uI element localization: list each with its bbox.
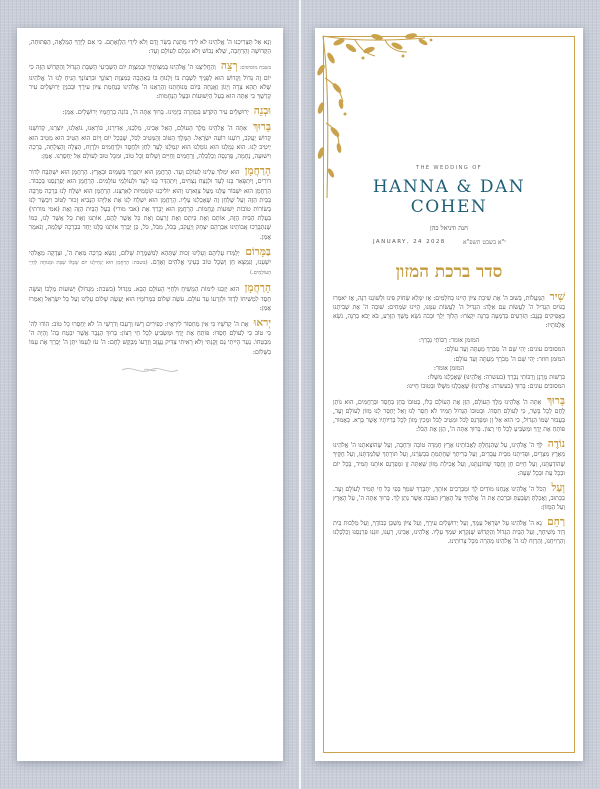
zimun-line-1: המזמן אומר: רַבּוֹתַי נְבָרֵךְ: (418, 337, 480, 345)
back-text-column (29, 38, 271, 751)
veal-heading: וְעַל (551, 481, 565, 494)
bamarom-heading: בַּמָּרוֹם (245, 245, 271, 258)
baruch-heading: בָּרוּךְ (252, 121, 271, 134)
paragraph-rachem (333, 515, 566, 546)
retzei-heading: רְצֵה (220, 60, 238, 73)
harachaman-2-body: הוּא יְזַכֵּנוּ לִימוֹת הַמָּשִׁיחַ וּלְחַיֵּי הָעוֹלָם הַבָּא. מִגְדּוֹל (בשבת: מִגְדּוֹל) יְשׁוּעוֹת מַלְכּוֹ וְעֹשֶׂה חֶסֶד לִמְשִׁיחוֹ לְדָוִד וּלְזַרְעוֹ עַד עוֹלָם. עֹשֶׂה שָׁלוֹם בִּמְרוֹמָיו הוּא יַעֲשֶׂה שָׁלוֹם עָלֵינוּ וְעַל כָּל יִשְׂרָאֵל וְאִמְרוּ אָמֵן: (29, 286, 271, 312)
couple-names-line-1: HANNA & DAN (372, 177, 526, 197)
paragraph-baruch (29, 123, 271, 161)
paragraph-harachaman-1 (29, 167, 271, 242)
paragraph-baruch-front (333, 394, 565, 434)
date-english: JANUARY, 24 2028 (373, 239, 446, 245)
zimun-line-6: המסובים עונים: בָּרוּךְ (בעשרה: אֱלֹהֵינוּ) שֶׁאָכַלְנוּ מִשֶּׁלּוֹ וּבְטוּבוֹ חָיִינוּ: (406, 382, 565, 390)
harachaman-2-heading: הָרַחֲמָן (244, 282, 271, 295)
paragraph-nodeh (333, 440, 565, 477)
couple-names-line-2: COHEN (410, 197, 488, 217)
ornament-icon (29, 365, 271, 378)
nodeh-body: לְּךָ ה' אֱלֹהֵינוּ, עַל שֶׁהִנְחַלְתָּ לַאֲבוֹתֵינוּ אֶרֶץ חֶמְדָּה טוֹבָה וּרְחָבָה, וְעַל שֶׁהוֹצֵאתָנוּ ה' אֱלֹהֵינוּ מֵאֶרֶץ מִצְרַיִם, וּפְדִיתָנוּ מִבֵּית עֲבָדִים, וְעַל בְּרִיתְךָ שֶׁחָתַמְתָּ בִּבְשָׂרֵנוּ, וְעַל תּוֹרָתְךָ שֶׁלִּמַּדְתָּנוּ, וְעַל חֻקֶּיךָ שֶׁהוֹדַעְתָּנוּ, וְעַל חַיִּים חֵן וָחֶסֶד שֶׁחוֹנַנְתָּנוּ, וְעַל אֲכִילַת מָזוֹן שָׁאַתָּה זָן וּמְפַרְנֵס אוֹתָנוּ תָּמִיד, בְּכָל יוֹם וּבְכָל עֵת וּבְכָל שָׁעָה: (333, 442, 565, 477)
benching-card-front (315, 28, 583, 761)
paragraph-harachaman-2 (29, 284, 271, 313)
yiru-body: אֶת ה' קְדֹשָׁיו כִּי אֵין מַחְסוֹר לִירֵאָיו: כְּפִירִים רָשׁוּ וְרָעֵבוּ וְדֹרְשֵׁי ה' לֹא יַחְסְרוּ כָל טוֹב: הוֹדוּ לַה' כִּי טוֹב כִּי לְעוֹלָם חַסְדּוֹ: פּוֹתֵחַ אֶת יָדֶךָ וּמַשְׂבִּיעַ לְכָל חַי רָצוֹן: בָּרוּךְ הַגֶּבֶר אֲשֶׁר יִבְטַח בַּה' וְהָיָה ה' מִבְטַחוֹ. נַעַר הָיִיתִי גַּם זָקַנְתִּי וְלֹא רָאִיתִי צַדִּיק נֶעֱזָב וְזַרְעוֹ מְבַקֶּשׁ לָחֶם: ה' עֹז לְעַמּוֹ יִתֵּן ה' יְבָרֵךְ אֶת עַמּוֹ בַשָּׁלוֹם: (29, 321, 271, 356)
zimun-responses (333, 336, 565, 391)
zimun-line-3: המזמן חוזר: יְהִי שֵׁם ה' מְבֹרָךְ מֵעַתָּה וְעַד עוֹלָם: (453, 355, 565, 363)
bamarom-note: (בשבת: הָרַחֲמָן הוּא יַנְחִילֵנוּ יוֹם שֶׁכֻּלּוֹ שַׁבָּת וּמְנוּחָה לְחַיֵּי הָעוֹלָמִים.) (29, 260, 271, 277)
date-hebrew: י"א בשבט תשפ"א (463, 239, 506, 246)
shir-heading: שִׁיר (549, 291, 566, 303)
couple-names (315, 177, 583, 217)
rachem-heading: רַחֵם (547, 515, 566, 528)
rachem-body: נָא ה' אֱלֹהֵינוּ עַל יִשְׂרָאֵל עַמֶּךָ, וְעַל יְרוּשָׁלַיִם עִירֶךָ, וְעַל צִיּוֹן מִשְׁכַּן כְּבוֹדֶךָ, וְעַל מַלְכוּת בֵּית דָּוִד מְשִׁיחֶךָ, וְעַל הַבַּיִת הַגָּדוֹל וְהַקָּדוֹשׁ שֶׁנִּקְרָא שִׁמְךָ עָלָיו. אֱלֹהֵינוּ, אָבִינוּ, רְעֵנוּ, זוּנֵנוּ פַּרְנְסֵנוּ וְכַלְכְּלֵנוּ וְהַרְוִיחֵנוּ, וְהַרְוַח לָנוּ ה' אֱלֹהֵינוּ מְהֵרָה מִכָּל צָרוֹתֵינוּ. (333, 519, 565, 546)
card-divider (299, 0, 301, 789)
the-wedding-of: THE WEDDING OF (415, 165, 483, 171)
shir-body: הַמַּעֲלוֹת, בְּשׁוּב ה' אֶת שִׁיבַת צִיּוֹן הָיִינוּ כְּחֹלְמִים: אָז יִמָּלֵא שְׂחוֹק פִּינוּ וּלְשׁוֹנֵנוּ רִנָּה, אָז יֹאמְרוּ בַגּוֹיִם הִגְדִּיל ה' לַעֲשׂוֹת עִם אֵלֶּה: הִגְדִּיל ה' לַעֲשׂוֹת עִמָּנוּ, הָיִינוּ שְׂמֵחִים: שׁוּבָה ה' אֶת שְׁבִיתֵנוּ כַּאֲפִיקִים בַּנֶּגֶב: הַזֹּרְעִים בְּדִמְעָה בְּרִנָּה יִקְצֹרוּ: הָלוֹךְ יֵלֵךְ וּבָכֹה נֹשֵׂא מֶשֶׁךְ הַזָּרַע, בֹּא יָבֹא בְרִנָּה, נֹשֵׂא אֲלֻמֹּתָיו: (333, 295, 565, 330)
page-title: סדר ברכת המזון (395, 262, 503, 282)
harachaman-1-heading: הָרַחֲמָן (244, 165, 271, 178)
paragraph-retzei (29, 62, 271, 101)
paragraph-veal (333, 481, 565, 512)
paragraph-uvnei (29, 107, 271, 117)
zimun-line-2: המסובים עונים: יְהִי שֵׁם ה' מְבֹרָךְ מֵעַתָּה וְעַד עוֹלָם: (444, 346, 565, 354)
paragraph-bamarom (29, 245, 271, 279)
yiru-heading: יְראוּ (253, 317, 271, 330)
paragraph-vnal: וְנָא אַל תַּצְרִיכֵנוּ ה' אֱלֹהֵינוּ לֹא לִידֵי מַתְּנַת בָּשָׂר וָדָם וְלֹא לִידֵי הַלְוָאָתָם. כִּי אִם לְיָדְךָ הַמְּלֵאָה, הַפְּתוּחָה, הַקְּדוֹשָׁה וְהָרְחָבָה, שֶׁלֹּא נֵבוֹשׁ וְלֹא נִכָּלֵם לְעוֹלָם וָעֶד: (29, 39, 271, 56)
retzei-body: וְהַחֲלִיצֵנוּ ה' אֱלֹהֵינוּ בְּמִצְוֹתֶיךָ וּבְמִצְוַת יוֹם הַשְּׁבִיעִי הַשַּׁבָּת הַגָּדוֹל וְהַקָּדוֹשׁ הַזֶּה כִּי יוֹם זֶה גָּדוֹל וְקָדוֹשׁ הוּא לְפָנֶיךָ לִשְׁבָּת בּוֹ וְלָנוּחַ בּוֹ בְּאַהֲבָה כְּמִצְוַת רְצוֹנֶךָ וּבִרְצוֹנְךָ הָנִיחַ לָנוּ ה' אֱלֹהֵינוּ שֶׁלֹּא תְהֵא צָרָה וְיָגוֹן וַאֲנָחָה בְּיוֹם מְנוּחָתֵנוּ וְהַרְאֵנוּ ה' אֱלֹהֵינוּ בְּנֶחָמַת צִיּוֹן עִירֶךָ וּבְבִנְיַן יְרוּשָׁלַיִם עִיר קָדְשֶׁךָ כִּי אַתָּה הוּא בַּעַל הַיְשׁוּעוֹת וּבַעַל הַנֶּחָמוֹת: (29, 64, 271, 101)
zimun-line-5: בִּרְשׁוּת מָרָנָן וְרַבּוֹתַי נְבָרֵךְ (בעשרה: אֱלֹהֵינוּ) שֶׁאָכַלְנוּ מִשֶּׁלּוֹ: (427, 373, 565, 381)
retzei-note: בשבת מוסיפים: (239, 65, 271, 72)
uvnei-heading: וּבְנֵה (253, 105, 271, 118)
hebrew-names: חנה ודניאל כהן (430, 224, 468, 232)
paragraph-shir (333, 293, 565, 330)
baruch-body: אַתָּה ה' אֱלֹהֵינוּ מֶלֶךְ הָעוֹלָם, הָאֵל אָבִינוּ, מַלְכֵּנוּ, אַדִּירֵנוּ, בּוֹרְאֵנוּ, גּוֹאֲלֵנוּ, יוֹצְרֵנוּ, קְדוֹשֵׁנוּ קְדוֹשׁ יַעֲקֹב, רוֹעֵנוּ רוֹעֵה יִשְׂרָאֵל. הַמֶּלֶךְ הַטּוֹב וְהַמֵּטִיב לַכֹּל, שֶׁבְּכָל יוֹם וָיוֹם הוּא הֵטִיב הוּא מֵטִיב הוּא יֵיטִיב לָנוּ. הוּא גְמָלָנוּ הוּא גוֹמְלֵנוּ הוּא יִגְמְלֵנוּ לָעַד לְחֵן וּלְחֶסֶד וּלְרַחֲמִים וּלְרֶוַח, הַצָּלָה וְהַצְלָחָה, בְּרָכָה וִישׁוּעָה, נֶחָמָה, פַּרְנָסָה וְכַלְכָּלָה, וְרַחֲמִים וְחַיִּים וְשָׁלוֹם וְכָל טוֹב, וּמִכָּל טוּב לְעוֹלָם אַל יְחַסְּרֵנוּ. אָמֵן: (29, 125, 271, 161)
bamarom-body: יְלַמְּדוּ עֲלֵיהֶם וְעָלֵינוּ זְכוּת שֶׁתְּהֵא לְמִשְׁמֶרֶת שָׁלוֹם, וְנִשָּׂא בְרָכָה מֵאֵת ה', וּצְדָקָה מֵאֱלֹהֵי יִשְׁעֵנוּ, וְנִמְצָא חֵן וְשֵׂכֶל טוֹב בְּעֵינֵי אֱלֹהִים וְאָדָם. (29, 249, 271, 267)
paragraph-yiru (29, 319, 271, 357)
baruch-front-body: אַתָּה ה' אֱלֹהֵינוּ מֶלֶךְ הָעוֹלָם, הַזָּן אֶת הָעוֹלָם כֻּלּוֹ, בְּטוּבוֹ בְּחֵן בְּחֶסֶד וּבְרַחֲמִים, הוּא נוֹתֵן לֶחֶם לְכָל בָּשָׂר, כִּי לְעוֹלָם חַסְדּוֹ. וּבְטוּבוֹ הַגָּדוֹל תָּמִיד לֹא חָסַר לָנוּ וְאַל יֶחְסַר לָנוּ מָזוֹן לְעוֹלָם וָעֶד, בַּעֲבוּר שְׁמוֹ הַגָּדוֹל, כִּי הוּא אֵל זָן וּמְפַרְנֵס לַכֹּל וּמֵטִיב לַכֹּל וּמֵכִין מָזוֹן לְכָל בְּרִיּוֹתָיו אֲשֶׁר בָּרָא. כָּאָמוּר, פּוֹתֵחַ אֶת יָדֶךָ וּמַשְׂבִּיעַ לְכָל חַי רָצוֹן. בָּרוּךְ אַתָּה ה', הַזָּן אֶת הַכֹּל: (333, 398, 565, 434)
nodeh-heading: נוֹדֶה (547, 438, 565, 451)
zimun-line-4: המזמן אומר: (433, 364, 465, 372)
harachaman-1-body: הוּא יִמְלֹךְ עָלֵינוּ לְעוֹלָם וָעֶד. הָרַחֲמָן הוּא יִתְבָּרַךְ בַּשָּׁמַיִם וּבָאָרֶץ. הָרַחֲמָן הוּא יִשְׁתַּבַּח לְדוֹר דּוֹרִים, וְיִתְפָּאַר בָּנוּ לָעַד וּלְנֵצַח נְצָחִים, וְיִתְהַדַּר בָּנוּ לָעַד וּלְעוֹלְמֵי עוֹלָמִים. הָרַחֲמָן הוּא יְפַרְנְסֵנוּ בְּכָבוֹד. הָרַחֲמָן הוּא יִשְׁבּוֹר עֻלֵּנוּ מֵעַל צַוָּארֵנוּ וְהוּא יוֹלִיכֵנוּ קוֹמְמִיּוּת לְאַרְצֵנוּ. הָרַחֲמָן הוּא יִשְׁלַח לָנוּ בְּרָכָה מְרֻבָּה בַּבַּיִת הַזֶּה וְעַל שֻׁלְחָן זֶה שֶׁאָכַלְנוּ עָלָיו. הָרַחֲמָן הוּא יִשְׁלַח לָנוּ אֶת אֵלִיָּהוּ הַנָּבִיא זָכוּר לַטּוֹב וִיבַשֶּׂר לָנוּ בְּשׂוֹרוֹת טוֹבוֹת יְשׁוּעוֹת וְנֶחָמוֹת. הָרַחֲמָן הוּא יְבָרֵךְ אֶת (אבי מורי) בַּעַל הַבַּיִת הַזֶּה וְאֶת (אמי מורתי) בַּעֲלַת הַבַּיִת הַזֶּה, אוֹתָם וְאֶת בֵּיתָם וְאֶת זַרְעָם וְאֶת כָּל אֲשֶׁר לָהֶם, אוֹתָנוּ וְאֶת כָּל אֲשֶׁר לָנוּ, כְּמוֹ שֶׁנִּתְבָּרְכוּ אֲבוֹתֵינוּ אַבְרָהָם יִצְחָק וְיַעֲקֹב, בַּכֹּל, מִכֹּל, כֹּל, כֵּן יְבָרֵךְ אוֹתָנוּ כֻּלָּנוּ יַחַד בִּבְרָכָה שְׁלֵמָה, וְנֹאמַר אָמֵן. (29, 169, 271, 241)
front-text-column (333, 293, 565, 747)
baruch-front-heading: בָּרוּךְ (546, 394, 565, 407)
veal-body: הַכֹּל ה' אֱלֹהֵינוּ אֲנַחְנוּ מוֹדִים לָךְ וּמְבָרְכִים אוֹתָךְ, יִתְבָּרַךְ שִׁמְךָ בְּפִי כָּל חַי תָּמִיד לְעוֹלָם וָעֶד. כַּכָּתוּב, וְאָכַלְתָּ וְשָׂבָעְתָּ וּבֵרַכְתָּ אֶת ה' אֱלֹהֶיךָ עַל הָאָרֶץ הַטֹּבָה אֲשֶׁר נָתַן לָךְ. בָּרוּךְ אַתָּה ה', עַל הָאָרֶץ וְעַל הַמָּזוֹן: (333, 485, 565, 511)
uvnei-body: יְרוּשָׁלַיִם עִיר הַקֹּדֶשׁ בִּמְהֵרָה בְיָמֵינוּ. בָּרוּךְ אַתָּה ה', בּוֹנֵה בְרַחֲמָיו יְרוּשָׁלָיִם. אָמֵן: (62, 109, 249, 117)
benching-card-back (17, 28, 283, 761)
